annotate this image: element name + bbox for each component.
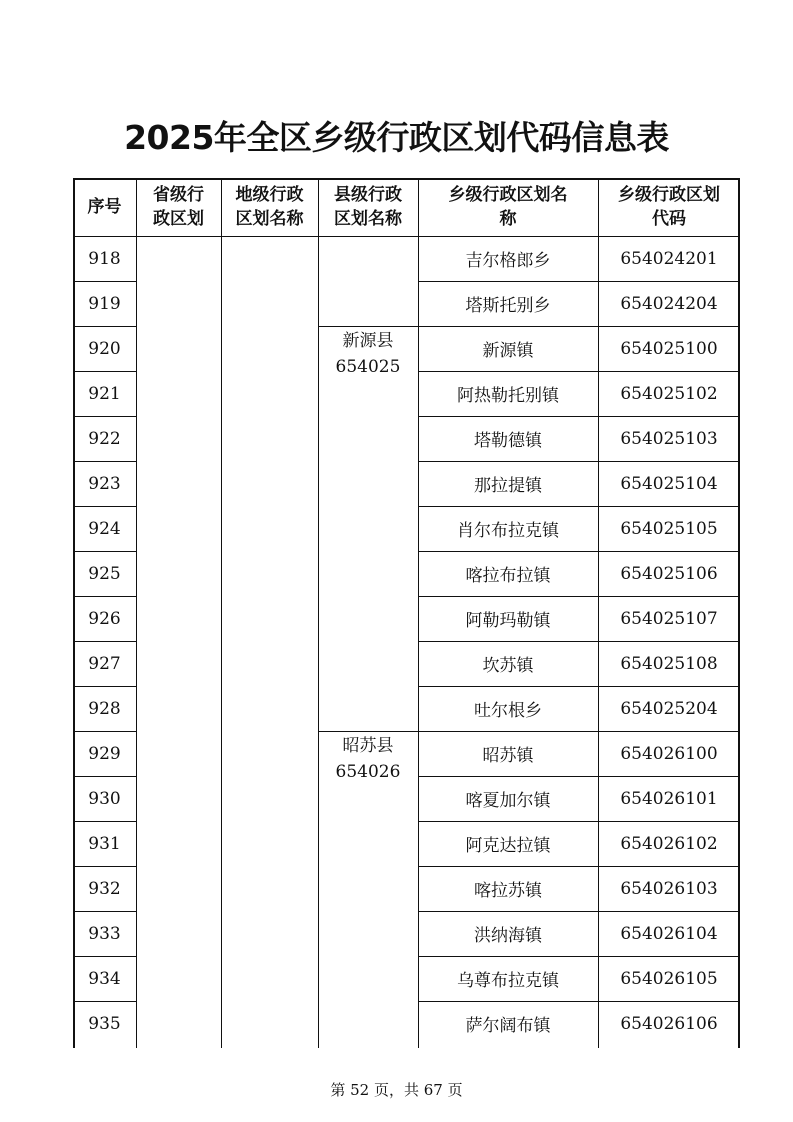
township-code-cell: 654026100 [620,743,718,764]
township-name-cell: 塔勒德镇 [474,431,542,451]
township-name-cell: 阿热勒托别镇 [457,386,559,406]
grid-line [318,326,418,327]
township-code-table [73,178,740,1048]
township-code-cell: 654025100 [620,338,718,359]
grid-line [73,866,136,867]
header-township-name: 乡级行政区划名 称 [448,185,568,229]
header-seq: 序号 [87,197,122,217]
seq-cell: 923 [88,473,121,494]
grid-line [73,281,136,282]
grid-line [418,461,740,462]
grid-line [136,178,137,1048]
grid-line [318,731,418,732]
seq-cell: 920 [88,338,121,359]
township-name-cell: 萨尔阔布镇 [465,1016,551,1036]
seq-cell: 928 [88,698,121,719]
grid-line [418,776,740,777]
township-name-cell: 洪纳海镇 [474,926,542,946]
seq-cell: 929 [88,743,121,764]
grid-line [418,821,740,822]
seq-cell: 918 [88,248,121,269]
grid-line [73,956,136,957]
township-name-cell: 乌尊布拉克镇 [457,971,559,991]
grid-line [418,596,740,597]
township-code-cell: 654026104 [620,923,718,944]
seq-cell: 919 [88,293,121,314]
seq-cell: 932 [88,878,121,899]
township-name-cell: 昭苏镇 [482,746,534,766]
grid-line [418,911,740,912]
header-township-code: 乡级行政区划 代码 [618,185,720,229]
seq-cell: 924 [88,518,121,539]
township-code-cell: 654026103 [620,878,718,899]
grid-line [418,506,740,507]
grid-line [73,731,136,732]
seq-cell: 933 [88,923,121,944]
grid-line [418,866,740,867]
township-name-cell: 塔斯托别乡 [465,296,551,316]
grid-line [418,1001,740,1002]
seq-cell: 921 [88,383,121,404]
township-name-cell: 那拉提镇 [474,476,542,496]
grid-line [318,178,319,1048]
grid-line [73,686,136,687]
township-code-cell: 654025106 [620,563,718,584]
county-code: 654026 [335,762,401,782]
county-name: 新源县 [342,331,394,351]
grid-line [418,371,740,372]
township-code-cell: 654026101 [620,788,718,809]
township-name-cell: 喀拉苏镇 [474,881,542,901]
township-name-cell: 吉尔格郎乡 [465,251,551,271]
grid-line [73,776,136,777]
township-code-cell: 654025204 [620,698,718,719]
grid-line [418,281,740,282]
page-title: 2025年全区乡级行政区划代码信息表 [124,118,669,157]
grid-line [73,461,136,462]
grid-line [73,506,136,507]
grid-line [73,1001,136,1002]
township-code-cell: 654024204 [620,293,718,314]
grid-line [418,956,740,957]
grid-line [73,371,136,372]
township-code-cell: 654025107 [620,608,718,629]
header-prefecture: 地级行政 区划名称 [235,185,304,229]
township-name-cell: 坎苏镇 [482,656,534,676]
grid-line [598,178,599,1048]
township-code-cell: 654026102 [620,833,718,854]
grid-line [418,686,740,687]
seq-cell: 922 [88,428,121,449]
grid-line [73,911,136,912]
township-code-cell: 654024201 [620,248,718,269]
grid-line [221,178,222,1048]
township-name-cell: 喀夏加尔镇 [465,791,551,811]
county-label [318,328,418,380]
seq-cell: 926 [88,608,121,629]
grid-line [418,326,740,327]
grid-line [73,236,740,237]
grid-line [73,596,136,597]
township-code-cell: 654025108 [620,653,718,674]
grid-line [73,178,740,180]
grid-line [73,178,75,1048]
grid-line [418,416,740,417]
township-code-cell: 654026106 [620,1013,718,1034]
township-name-cell: 吐尔根乡 [474,701,542,721]
seq-cell: 927 [88,653,121,674]
grid-line [73,416,136,417]
county-code: 654025 [335,357,401,377]
township-code-cell: 654025103 [620,428,718,449]
seq-cell: 925 [88,563,121,584]
township-name-cell: 阿勒玛勒镇 [465,611,551,631]
township-code-cell: 654025102 [620,383,718,404]
header-province: 省级行 政区划 [153,185,204,229]
seq-cell: 935 [88,1013,121,1034]
county-label [318,733,418,785]
grid-line [73,551,136,552]
township-name-cell: 阿克达拉镇 [465,836,551,856]
grid-line [73,821,136,822]
grid-line [73,326,136,327]
grid-line [418,731,740,732]
township-name-cell: 肖尔布拉克镇 [457,521,559,541]
grid-line [418,178,419,1048]
township-name-cell: 新源镇 [482,341,534,361]
township-code-cell: 654026105 [620,968,718,989]
page-footer: 第 52 页，共 67 页 [330,1081,463,1099]
township-name-cell: 喀拉布拉镇 [465,566,551,586]
grid-line [738,178,740,1048]
township-code-cell: 654025105 [620,518,718,539]
header-county: 县级行政 区划名称 [334,185,402,229]
seq-cell: 931 [88,833,121,854]
grid-line [73,641,136,642]
seq-cell: 934 [88,968,121,989]
township-code-cell: 654025104 [620,473,718,494]
grid-line [418,551,740,552]
grid-line [418,641,740,642]
seq-cell: 930 [88,788,121,809]
county-name: 昭苏县 [342,736,394,756]
